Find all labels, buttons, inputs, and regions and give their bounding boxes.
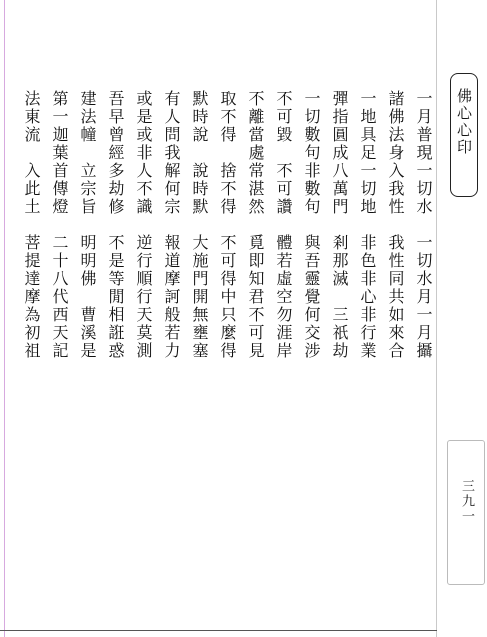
scripture-text-block (8, 90, 436, 610)
side-panel (437, 0, 487, 637)
chapter-title-box (450, 73, 478, 197)
text-column: 不離當處常湛然 覓即知君不可見 (246, 90, 265, 360)
text-column: 一地具足一切地 非色非心非行業 (358, 90, 377, 360)
text-column: 或是或非人不識 逆行順行天莫測 (134, 90, 153, 360)
text-column: 不可毀 不可讚 體若虛空勿涯岸 (274, 90, 293, 360)
text-column: 吾早曾經多劫修 不是等閒相誑惑 (106, 90, 125, 360)
bottom-rule (0, 630, 437, 631)
text-column: 一切數句非數句 與吾靈覺何交涉 (302, 90, 321, 360)
text-column: 建法幢 立宗旨 明明佛 曹溪是 (78, 90, 97, 360)
page-number: 三九一 (459, 479, 474, 524)
text-column: 彈指圓成八萬門 剎那滅 三祇劫 (330, 90, 349, 360)
text-column: 法東流 入此土 菩提達摩為初祖 (22, 90, 41, 360)
text-column: 有人問我解何宗 報道摩訶般若力 (162, 90, 181, 360)
text-column: 取不得 捨不得 不可得中只麼得 (218, 90, 237, 360)
chapter-title: 佛心心印 (455, 88, 473, 156)
text-column: 諸佛法身入我性 我性同共如來合 (386, 90, 405, 360)
text-column: 默時說 說時默 大施門開無壅塞 (190, 90, 209, 360)
text-column: 第一迦葉首傳燈 二十八代西天記 (50, 90, 69, 360)
left-margin-rule (4, 0, 5, 637)
page-number-box (447, 440, 485, 585)
text-column: 一月普現一切水 一切水月一月攝 (414, 90, 433, 360)
